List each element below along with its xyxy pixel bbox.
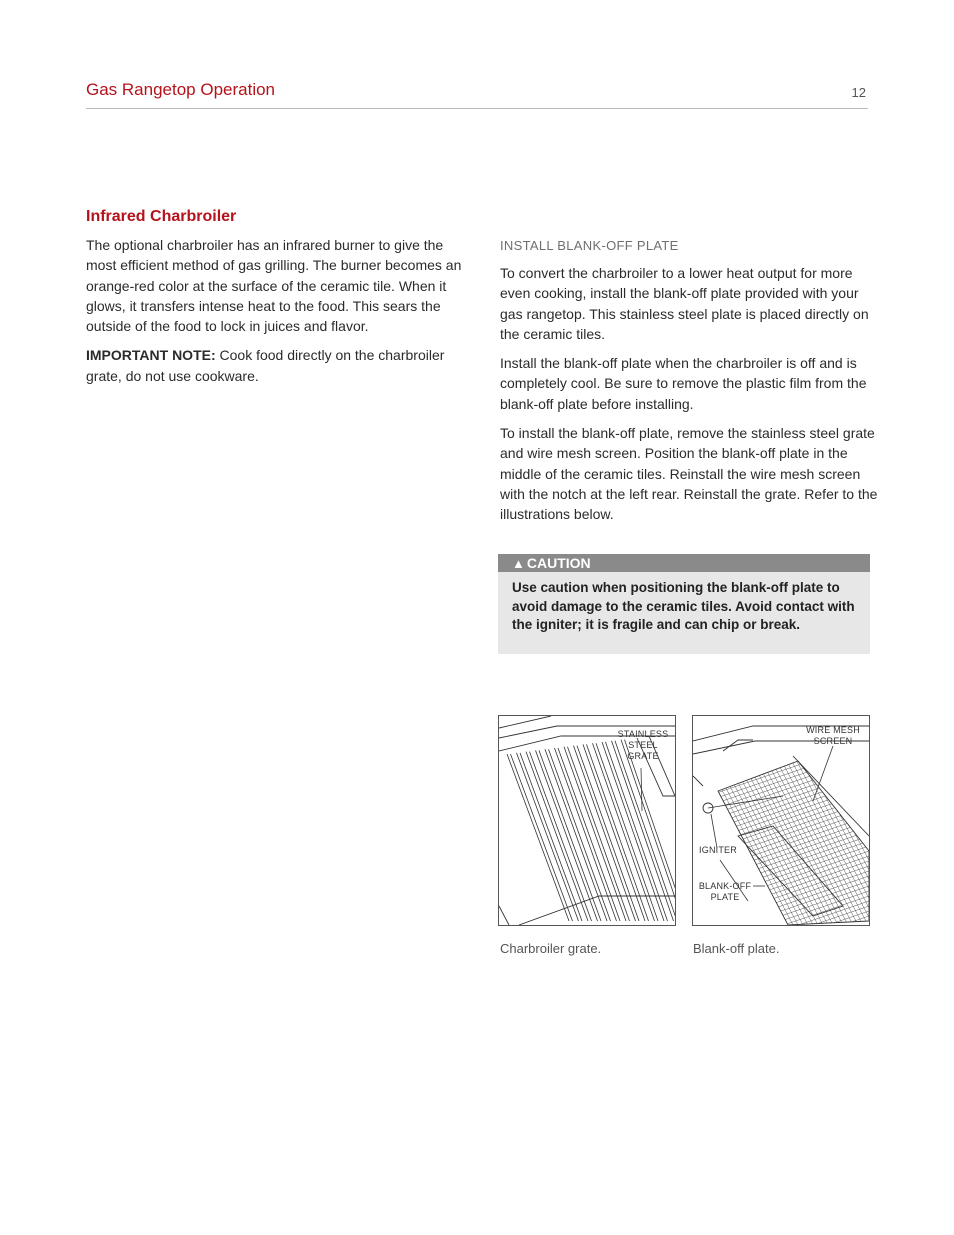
grate-bar-line — [526, 752, 588, 921]
mesh-line — [858, 716, 869, 925]
mesh-line — [693, 771, 869, 831]
grate-bar-line — [549, 749, 611, 921]
intro-paragraph: The optional charbroiler has an infrared burner to give the most efficient method of gas grilling. The burner becomes an orange-red color at the surface of the ceramic tile. When it glows, it transfers intense heat to the food. This sears the outside of the food to lock in juices and flavor. — [86, 237, 462, 335]
mesh-line — [793, 716, 869, 925]
grate-bar-line — [564, 747, 626, 921]
grate-bar-line — [555, 748, 617, 921]
caution-box — [498, 554, 870, 654]
grate-bar-line — [583, 744, 645, 921]
grate-bar-line — [530, 752, 592, 921]
mesh-line — [828, 716, 869, 925]
grate-bar-line — [507, 754, 569, 921]
mesh-line — [693, 811, 869, 871]
header-divider — [86, 108, 868, 109]
warning-triangle-icon: ▲ — [512, 556, 525, 571]
mesh-line — [693, 786, 869, 846]
grate-label-line: STAINLESS — [617, 729, 669, 739]
caution-header — [498, 554, 870, 572]
mesh-line — [798, 716, 869, 925]
igniter-label: IGNITER — [699, 845, 737, 855]
mesh-line — [788, 716, 869, 925]
plate-label-line: BLANK-OFF — [698, 881, 752, 891]
left-column — [86, 208, 466, 395]
grate-bar-line — [577, 746, 639, 921]
grate-bar-line — [587, 744, 649, 921]
section-title: Infrared Charbroiler — [86, 208, 237, 225]
grate-label-line: GRATE — [627, 751, 659, 761]
page-number: 12 — [851, 85, 866, 100]
caution-label: CAUTION — [526, 555, 591, 571]
grate-bar-line — [612, 741, 674, 921]
mesh-line — [693, 741, 869, 801]
grate-bar-line — [574, 746, 636, 921]
grate-bar-line — [558, 748, 620, 921]
mesh-line — [848, 716, 869, 925]
mesh-line — [743, 716, 853, 925]
grate-label-line: STEEL — [628, 740, 658, 750]
install-steps-paragraph: To install the blank-off plate, remove the stainless steel grate and wire mesh screen. Position the blank-off plate in the middle of the ceramic tiles. Reinstall the wire mesh screen with the notch at the left rear. Reinstall the grate. Refer to the illustrations below. — [500, 425, 878, 523]
grate-bar-line — [568, 747, 630, 921]
grate-bar-line — [593, 743, 655, 921]
mesh-line — [693, 761, 869, 821]
grate-bar-line — [545, 749, 607, 921]
important-note-text: Cook food directly on the charbroiler grate, do not use cookware. — [86, 347, 445, 384]
mesh-line — [763, 716, 869, 925]
mesh-label-line: WIRE MESH — [806, 725, 860, 735]
mesh-line — [833, 716, 869, 925]
grate-bar-line — [596, 743, 658, 921]
right-column — [500, 238, 878, 534]
mesh-line — [758, 716, 868, 925]
blank-off-plate-caption: Blank-off plate. — [693, 941, 780, 956]
mesh-line — [693, 791, 869, 851]
grate-bar-line — [539, 750, 601, 921]
grate-caption: Charbroiler grate. — [500, 941, 602, 956]
subsection-heading: INSTALL BLANK-OFF PLATE — [500, 238, 679, 253]
grate-bar-line — [511, 754, 573, 921]
grate-bar-line — [517, 753, 579, 921]
grate-bar-line — [606, 742, 668, 921]
page-title: Gas Rangetop Operation — [86, 80, 276, 99]
grate-bar-line — [602, 742, 664, 921]
important-note — [86, 345, 466, 386]
mesh-line — [693, 911, 869, 925]
important-note-label: IMPORTANT NOTE: — [86, 347, 216, 364]
install-condition-paragraph: Install the blank-off plate when the charbroiler is off and is completely cool. Be sure to remove the plastic film from the blank-off plate before installing. — [500, 355, 867, 412]
plate-label-line: PLATE — [710, 892, 740, 902]
mesh-line — [693, 901, 869, 925]
grate-bar-line — [520, 753, 582, 921]
mesh-line — [693, 921, 869, 925]
mesh-line — [693, 806, 869, 866]
mesh-line — [693, 751, 869, 811]
mesh-label-line: SCREEN — [813, 736, 853, 746]
grate-bar-line — [536, 750, 598, 921]
mesh-line — [693, 716, 869, 721]
caution-text: Use caution when positioning the blank-off plate to avoid damage to the ceramic tiles. Avoid contact with the igniter; it is fragile and can chip or break. — [512, 580, 855, 633]
wire-mesh-screen-label — [801, 725, 865, 747]
mesh-line — [693, 916, 869, 925]
blank-off-plate-illustration — [692, 715, 870, 926]
stainless-steel-grate-label — [611, 729, 675, 762]
mesh-line — [838, 716, 869, 925]
convert-paragraph: To convert the charbroiler to a lower heat output for more even cooking, install the blank-off plate provided with your gas rangetop. This stainless steel plate is placed directly on the ceramic tiles. — [500, 265, 869, 342]
mesh-line — [693, 746, 869, 806]
blank-off-plate-label — [696, 881, 754, 903]
charbroiler-grate-illustration — [498, 715, 676, 926]
mesh-line — [863, 716, 869, 925]
